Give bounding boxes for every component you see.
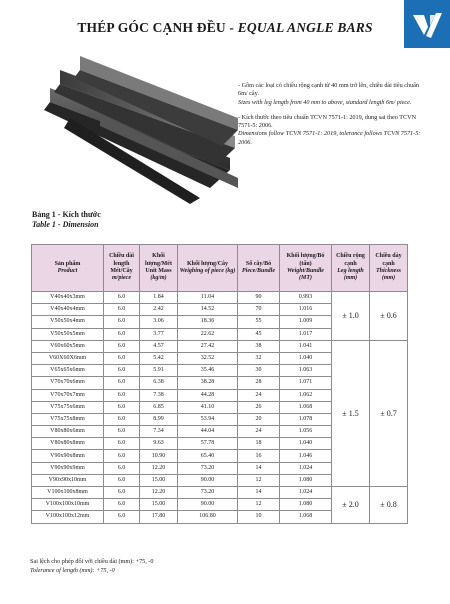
table-cell: 12 [238, 499, 280, 511]
table-cell: 1.062 [280, 389, 332, 401]
table-cell: 15.00 [140, 474, 178, 486]
table-cell: 73.20 [178, 487, 238, 499]
table-cell: 8.99 [140, 413, 178, 425]
column-header: Khối lượng/Cây Weighing of piece (kg) [178, 245, 238, 292]
thickness-tolerance-cell: ± 0.8 [370, 487, 408, 524]
v-logo-icon [404, 0, 450, 48]
column-header: Khối lượng/Bó (tấn) Weight/Bundle (MT) [280, 245, 332, 292]
table-cell: 32.52 [178, 352, 238, 364]
table-cell: V75x75x6mm [32, 401, 104, 413]
table-cell: 90.00 [178, 499, 238, 511]
table-cell: 6.0 [104, 389, 140, 401]
table-header-row [32, 245, 408, 292]
table-cell: 9.63 [140, 438, 178, 450]
table-cell: 6.0 [104, 413, 140, 425]
table-cell: 3.77 [140, 328, 178, 340]
table-cell: 41.10 [178, 401, 238, 413]
description-vn: - Gồm các loại có chiều rộng cạnh từ 40 mm trở lên, chiều dài tiêu chuẩn 6m/ cây. [238, 82, 420, 98]
table-cell: V90x90x9mm [32, 462, 104, 474]
table-cell: V65x65x6mm [32, 365, 104, 377]
table-cell: 1.071 [280, 377, 332, 389]
table-cell: 6.0 [104, 511, 140, 523]
table-body [32, 292, 408, 524]
table-cell: 38.28 [178, 377, 238, 389]
table-cell: 6.0 [104, 487, 140, 499]
table-cell: 6.0 [104, 352, 140, 364]
table-cell: 20 [238, 413, 280, 425]
table-cell: 1.068 [280, 511, 332, 523]
table-cell: 6.0 [104, 304, 140, 316]
table-cell: 1.056 [280, 426, 332, 438]
table-cell: 1.046 [280, 450, 332, 462]
footnote-en: Tolerance of length (mm): +75, -0 [30, 567, 115, 574]
table-cell: V60X60X6mm [32, 352, 104, 364]
table-cell: 6.0 [104, 438, 140, 450]
table-cell: 12.20 [140, 487, 178, 499]
table-cell: 22.62 [178, 328, 238, 340]
column-header: Chiều rộng cạnh Leg length (mm) [332, 245, 370, 292]
table-cell: V100x100x10mm [32, 499, 104, 511]
column-header: Chiều dài length Mét/Cây m/piece [104, 245, 140, 292]
table-cell: 35.46 [178, 365, 238, 377]
table-cell: 14.52 [178, 304, 238, 316]
table-cell: 106.80 [178, 511, 238, 523]
table-cell: 6.0 [104, 377, 140, 389]
table-cell: V40x40x4mm [32, 304, 104, 316]
table-row [32, 487, 408, 499]
table-cell: 30 [238, 365, 280, 377]
table-cell: 6.0 [104, 292, 140, 304]
description-en: Sizes with leg length from 40 mm to above, standard length 6m/ piece. [238, 98, 412, 106]
table-cell: V40x40x3mm [32, 292, 104, 304]
thickness-tolerance-cell: ± 0.6 [370, 292, 408, 341]
angle-bars-photo [40, 48, 240, 206]
table-cell: 14 [238, 462, 280, 474]
description-vn: - Kích thước theo tiêu chuẩn TCVN 7571-1: 2019, dung sai theo TCVN 7571-5: 2006. [238, 113, 417, 130]
table-cell: 6.0 [104, 401, 140, 413]
table-cell: 6.0 [104, 340, 140, 352]
table-cell: 10.90 [140, 450, 178, 462]
table-cell: 4.57 [140, 340, 178, 352]
table-cell: 1.080 [280, 474, 332, 486]
table-cell: 70 [238, 304, 280, 316]
table-cell: 6.38 [140, 377, 178, 389]
brand-logo [404, 0, 450, 48]
table-cell: 0.993 [280, 292, 332, 304]
table-cell: 15.00 [140, 499, 178, 511]
table-cell: V80x80x6mm [32, 426, 104, 438]
table-cell: 90 [238, 292, 280, 304]
table-cell: V60x60x5mm [32, 340, 104, 352]
table-cell: 1.080 [280, 499, 332, 511]
table-caption [32, 210, 101, 230]
table-cell: 1.84 [140, 292, 178, 304]
table-row [32, 292, 408, 304]
table-row [32, 340, 408, 352]
table-cell: 1.040 [280, 438, 332, 450]
column-header: Số cây/Bó Piece/Bundle [238, 245, 280, 292]
table-cell: 38 [238, 340, 280, 352]
table-cell: 7.38 [140, 389, 178, 401]
table-cell: V50x50x4mm [32, 316, 104, 328]
table-cell: 45 [238, 328, 280, 340]
table-cell: 6.0 [104, 462, 140, 474]
title-en: EQUAL ANGLE BARS [237, 20, 373, 35]
table-cell: V100x100x12mm [32, 511, 104, 523]
table-cell: 1.078 [280, 413, 332, 425]
table-cell: 17.80 [140, 511, 178, 523]
dimension-table [31, 244, 408, 524]
table-cell: 6.85 [140, 401, 178, 413]
table-cell: 73.20 [178, 462, 238, 474]
table-cell: 24 [238, 389, 280, 401]
table-cell: 11.04 [178, 292, 238, 304]
page-title [0, 20, 450, 36]
table-cell: V90x90x10mm [32, 474, 104, 486]
table-cell: 57.78 [178, 438, 238, 450]
table-cell: 27.42 [178, 340, 238, 352]
table-cell: 53.94 [178, 413, 238, 425]
table-cell: 6.0 [104, 365, 140, 377]
leg-tolerance-cell: ± 1.0 [332, 292, 370, 341]
leg-tolerance-cell: ± 1.5 [332, 340, 370, 486]
table-cell: V70x70x6mm [32, 377, 104, 389]
table-cell: 2.42 [140, 304, 178, 316]
leg-tolerance-cell: ± 2.0 [332, 487, 370, 524]
table-cell: 16 [238, 450, 280, 462]
table-cell: V80x80x8mm [32, 438, 104, 450]
table-cell: 32 [238, 352, 280, 364]
table-cell: 18 [238, 438, 280, 450]
table-cell: 6.0 [104, 426, 140, 438]
table-cell: 1.009 [280, 316, 332, 328]
table-cell: 1.024 [280, 487, 332, 499]
table-cell: V90x90x8mm [32, 450, 104, 462]
table-cell: 1.040 [280, 352, 332, 364]
table-cell: 6.0 [104, 328, 140, 340]
table-cell: 44.28 [178, 389, 238, 401]
table-caption-en: Table 1 - Dimension [32, 220, 99, 229]
table-cell: V70x70x7mm [32, 389, 104, 401]
table-cell: 90.00 [178, 474, 238, 486]
footnote-vn: Sai lệch cho phép đối với chiều dài (mm): +75, -0 [30, 558, 154, 565]
table-cell: 14 [238, 487, 280, 499]
column-header: Chiều dày cạnh Thickness (mm) [370, 245, 408, 292]
table-cell: 55 [238, 316, 280, 328]
table-cell: 1.017 [280, 328, 332, 340]
description-en: Dimensions follow TCVN 7571-1: 2019, tolerance follows TCVN 7571-5: 2006. [238, 130, 421, 146]
table-cell: 1.024 [280, 462, 332, 474]
table-cell: 24 [238, 426, 280, 438]
table-cell: 44.04 [178, 426, 238, 438]
thickness-tolerance-cell: ± 0.7 [370, 340, 408, 486]
table-cell: 26 [238, 401, 280, 413]
table-cell: 10 [238, 511, 280, 523]
table-cell: 6.0 [104, 450, 140, 462]
table-cell: 18.36 [178, 316, 238, 328]
table-cell: 6.0 [104, 499, 140, 511]
title-vn: THÉP GÓC CẠNH ĐỀU - [77, 20, 238, 35]
table-cell: 12.20 [140, 462, 178, 474]
column-header: Sản phẩm Product [32, 245, 104, 292]
table-cell: 3.06 [140, 316, 178, 328]
table-cell: 12 [238, 474, 280, 486]
description-item [238, 114, 428, 147]
table-cell: 1.016 [280, 304, 332, 316]
table-cell: V75x75x8mm [32, 413, 104, 425]
table-cell: 6.0 [104, 474, 140, 486]
table-cell: 6.0 [104, 316, 140, 328]
column-header: Khối lượng/Mét Unit Mass (kg/m) [140, 245, 178, 292]
table-caption-vn: Bảng 1 - Kích thước [32, 210, 101, 219]
footnote [30, 557, 153, 575]
table-cell: 65.40 [178, 450, 238, 462]
table-cell: 5.91 [140, 365, 178, 377]
table-cell: 7.34 [140, 426, 178, 438]
table-cell: V50x50x5mm [32, 328, 104, 340]
table-cell: 1.068 [280, 401, 332, 413]
table-cell: 28 [238, 377, 280, 389]
table-cell: 1.063 [280, 365, 332, 377]
table-cell: 1.041 [280, 340, 332, 352]
description-item [238, 82, 428, 107]
table-cell: V100x100x8mm [32, 487, 104, 499]
table-cell: 5.42 [140, 352, 178, 364]
product-description [238, 82, 428, 154]
